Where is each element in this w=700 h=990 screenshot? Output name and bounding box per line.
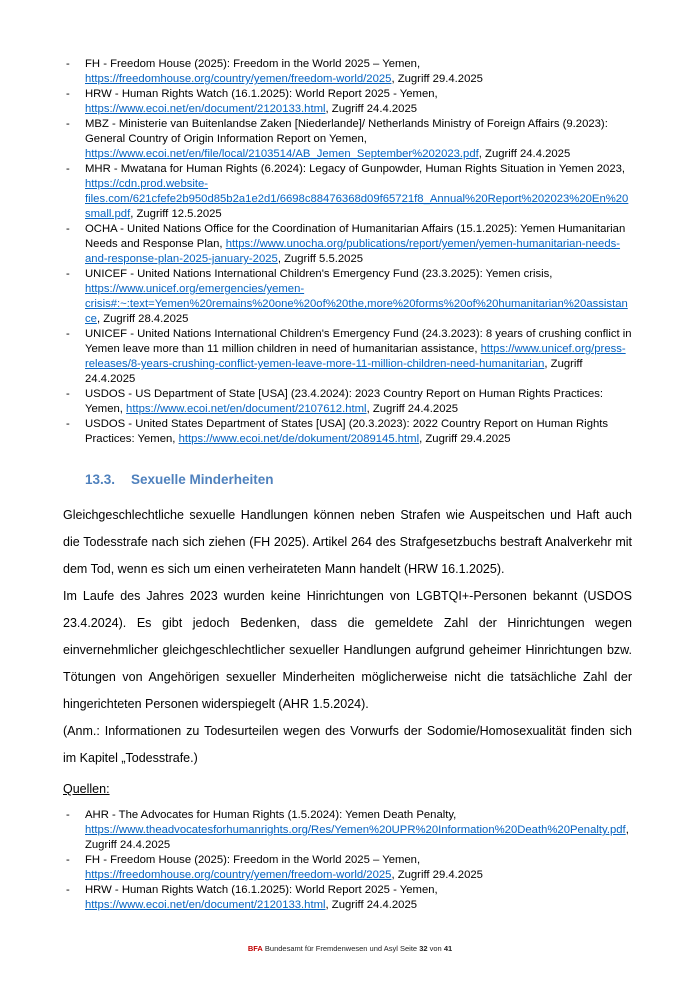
- source-link[interactable]: https://www.ecoi.net/en/file/local/2103514/AB_Jemen_September%202023.pdf: [85, 148, 479, 160]
- source-link[interactable]: https://cdn.prod.website-files.com/621cfefe2b950d85b2a1e2d1/6698c88476368d09f65721f8_Annual%20Report%202023%20En%20small.pdf: [85, 178, 629, 220]
- source-text: FH - Freedom House (2025): Freedom in the World 2025 – Yemen,: [85, 854, 421, 866]
- sources-label: [63, 778, 632, 800]
- source-link[interactable]: https://www.unicef.org/emergencies/yemen-crisis#:~:text=Yemen%20remains%20one%20of%20the,more%20forms%20of%20humanitarian%20assistance: [85, 283, 628, 325]
- footer-page-label: Seite: [400, 944, 418, 953]
- sources-label-text: Quellen:: [63, 782, 110, 796]
- source-text: , Zugriff 24.4.2025: [325, 103, 418, 115]
- source-text: , Zugriff 29.4.2025: [391, 869, 483, 881]
- source-text: , Zugriff 24.4.2025: [85, 358, 583, 385]
- source-text: UNICEF - United Nations International Children's Emergency Fund (23.3.2025): Yemen crisis,: [85, 268, 553, 280]
- page-footer: [0, 944, 700, 954]
- source-text: USDOS - United States Department of States [USA] (20.3.2023): 2022 Country Report on Human Rights Practices: Yemen,: [85, 418, 609, 445]
- source-item: [63, 327, 632, 387]
- source-text: FH - Freedom House (2025): Freedom in the World 2025 – Yemen,: [85, 58, 421, 70]
- source-item: [63, 57, 632, 87]
- source-item: [63, 87, 632, 117]
- sources-list-top: [63, 57, 632, 447]
- source-link[interactable]: https://freedomhouse.org/country/yemen/freedom-world/2025: [85, 73, 392, 85]
- source-link[interactable]: https://www.ecoi.net/de/dokument/2089145.html: [178, 433, 420, 445]
- source-text: , Zugriff 28.4.2025: [96, 313, 189, 325]
- source-link[interactable]: https://www.ecoi.net/en/document/2120133.html: [85, 899, 326, 911]
- source-text: HRW - Human Rights Watch (16.1.2025): World Report 2025 - Yemen,: [85, 884, 438, 896]
- body-paragraph: Gleichgeschlechtliche sexuelle Handlungen können neben Strafen wie Auspeitschen und Haft auch die Todesstrafe nach sich ziehen (FH 2025). Artikel 264 des Strafgesetzbuchs bestraft Analverkehr mit dem Tod, wenn es sich um einen verheirateten Mann handelt (HRW 16.1.2025).: [63, 508, 632, 576]
- source-link[interactable]: https://www.ecoi.net/en/document/2120133.html: [85, 103, 326, 115]
- source-text: MHR - Mwatana for Human Rights (6.2024): Legacy of Gunpowder, Human Rights Situation in Yemen 2023,: [85, 163, 626, 175]
- source-link[interactable]: https://www.unicef.org/press-releases/8-years-crushing-conflict-yemen-leave-more-11-million-children-need-humanitarian: [85, 343, 626, 370]
- source-item: [63, 417, 632, 447]
- source-link[interactable]: https://www.ecoi.net/en/document/2107612.html: [126, 403, 367, 415]
- source-text: OCHA - United Nations Office for the Coordination of Humanitarian Affairs (15.1.2025): Yemen Humanitarian Needs and Response Plan,: [85, 223, 626, 250]
- source-text: UNICEF - United Nations International Children's Emergency Fund (24.3.2023): 8 years of crushing conflict in Yemen leave more than 11 million children in need of humanitarian assistance,: [85, 328, 632, 355]
- body-paragraph: (Anm.: Informationen zu Todesurteilen wegen des Vorwurfs der Sodomie/Homosexualität finden sich im Kapitel „Todesstrafe.): [63, 724, 632, 765]
- footer-org-name: Bundesamt für Fremdenwesen und Asyl: [264, 944, 398, 953]
- source-item: [63, 387, 632, 417]
- source-text: , Zugriff 12.5.2025: [130, 208, 222, 220]
- source-text: , Zugriff 24.4.2025: [85, 824, 629, 851]
- source-text: , Zugriff 29.4.2025: [391, 73, 483, 85]
- section-heading: [85, 471, 632, 488]
- footer-von-label: von: [429, 944, 442, 953]
- source-link[interactable]: https://www.theadvocatesforhumanrights.org/Res/Yemen%20UPR%20Information%20Death%20Penalty.pdf: [85, 824, 626, 836]
- source-item: [63, 117, 632, 162]
- sources-list-bottom: [63, 808, 632, 913]
- footer-page-total: 41: [443, 944, 453, 953]
- source-link[interactable]: https://www.unocha.org/publications/report/yemen/yemen-humanitarian-needs-and-response-plan-2025-january-2025: [85, 238, 621, 265]
- source-item: [63, 883, 632, 913]
- source-text: , Zugriff 24.4.2025: [325, 899, 418, 911]
- source-text: HRW - Human Rights Watch (16.1.2025): World Report 2025 - Yemen,: [85, 88, 438, 100]
- source-item: [63, 808, 632, 853]
- source-link[interactable]: https://freedomhouse.org/country/yemen/freedom-world/2025: [85, 869, 392, 881]
- source-item: [63, 162, 632, 222]
- footer-page-number: 32: [419, 944, 428, 953]
- source-text: , Zugriff 24.4.2025: [478, 148, 571, 160]
- source-item: [63, 267, 632, 327]
- source-text: AHR - The Advocates for Human Rights (1.5.2024): Yemen Death Penalty,: [85, 809, 457, 821]
- body-paragraph: Im Laufe des Jahres 2023 wurden keine Hinrichtungen von LGBTQI+-Personen bekannt (USDOS 23.4.2024). Es gibt jedoch Bedenken, dass die gemeldete Zahl der Hinrichtungen wegen einvernehmlicher gleichgeschlechtlicher sexueller Handlungen aufgrund geheimer Hinrichtungen bzw. Tötungen von Angehörigen sexueller Minderheiten möglicherweise nicht die tatsächliche Zahl der hingerichteten Personen widerspiegelt (AHR 1.5.2024).: [63, 589, 632, 711]
- section-number: 13.3.: [85, 472, 116, 487]
- source-text: , Zugriff 29.4.2025: [419, 433, 511, 445]
- source-text: , Zugriff 5.5.2025: [277, 253, 364, 265]
- section-title: Sexuelle Minderheiten: [131, 472, 274, 487]
- section-body: [63, 502, 632, 772]
- source-text: , Zugriff 24.4.2025: [366, 403, 459, 415]
- source-text: MBZ - Ministerie van Buitenlandse Zaken [Niederlande]/ Netherlands Ministry of Foreign Affairs (9.2023): General Country of Origin Information Report on Yemen,: [85, 118, 608, 145]
- source-item: [63, 853, 632, 883]
- source-item: [63, 222, 632, 267]
- source-text: USDOS - US Department of State [USA] (23.4.2024): 2023 Country Report on Human Rights Practices: Yemen,: [85, 388, 604, 415]
- footer-brand: BFA: [247, 944, 263, 953]
